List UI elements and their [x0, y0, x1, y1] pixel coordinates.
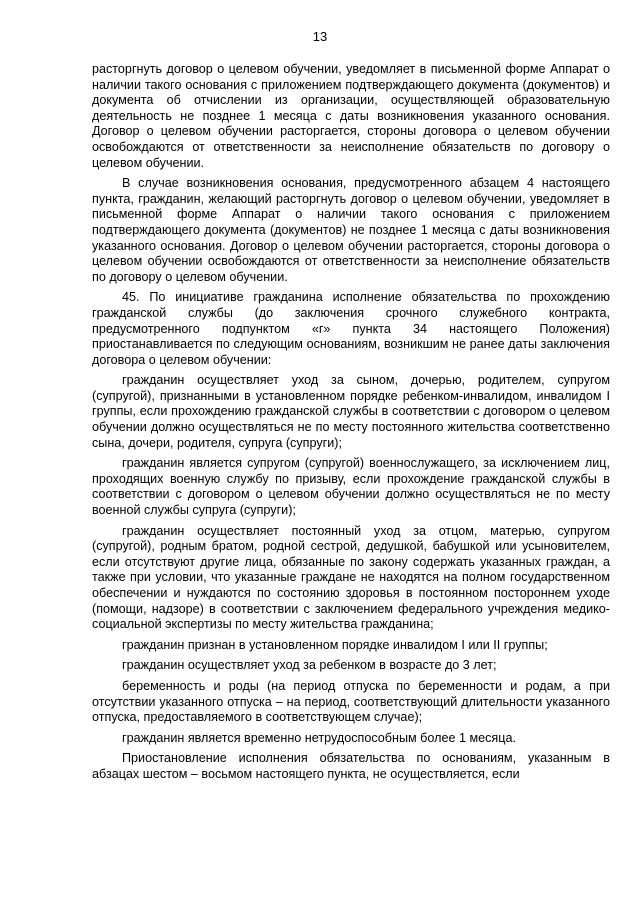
list-item-ground: гражданин признан в установленном порядке инвалидом I или II группы; — [122, 637, 548, 652]
list-item-ground: гражданин является супругом (супругой) военнослужащего, за исключением лиц, проходящих военную службу по призыву, если прохождение гражданской службы в соответствии с договором о целевом обучении должно осуществляться не по месту военной службы супруга (супруги); — [92, 456, 610, 518]
list-item-ground: гражданин осуществляет постоянный уход за отцом, матерью, супругом (супругой), родным братом, родной сестрой, дедушкой, бабушкой или усыновителем, если отсутствуют другие лица, обязанные по закону содержать указанных граждан, а также при условии, что указанные граждане не находятся на полном государственном обеспечении и нуждаются по состоянию здоровья в постоянном постороннем уходе (помощи, надзоре) в соответствии с заключением федерального учреждения медико-социальной экспертизы по месту жительства гражданина; — [92, 523, 610, 632]
paragraph: В случае возникновения основания, предусмотренного абзацем 4 настоящего пункта, гражданин, желающий расторгнуть договор о целевом обучении, уведомляет в письменной форме Аппарат о наличии такого основания с приложением подтверждающего документа (документов) не позднее 1 месяца с даты возникновения указанного основания. Договор о целевом обучении расторгается, стороны договора о целевом обучении освобождаются от ответственности за неисполнение обязательств по договору о целевом обучении. — [92, 176, 610, 284]
list-item-ground: гражданин является временно нетрудоспособным более 1 месяца. — [122, 730, 516, 745]
paragraph: Приостановление исполнения обязательства по основаниям, указанным в абзацах шестом – восьмом настоящего пункта, не осуществляется, если — [92, 751, 610, 781]
list-item-ground: гражданин осуществляет уход за ребенком в возрасте до 3 лет; — [122, 658, 497, 673]
list-item-ground: беременность и роды (на период отпуска по беременности и родам, а при отсутствии указанного отпуска – на период, соответствующий длительности указанного отпуска, предоставляемого в соответствующем случае); — [92, 678, 610, 725]
paragraph-clause-45: 45. По инициативе гражданина исполнение обязательства по прохождению гражданской службы (до заключения срочного служебного контракта, предусмотренного подпунктом «г» пункта 34 настоящего Положения) приостанавливается по следующим основаниям, возникшим не ранее даты заключения договора о целевом обучении: — [92, 290, 610, 367]
list-item-ground: гражданин осуществляет уход за сыном, дочерью, родителем, супругом (супругой), признанными в установленном порядке ребенком-инвалидом, инвалидом I группы, если прохождению гражданской службы в соответствии с договором о целевом обучении должно осуществляться не по месту постоянного жительства соответственно сына, дочери, родителя, супруга (супруги); — [92, 373, 610, 450]
document-body — [92, 62, 610, 788]
page-number: 13 — [312, 29, 328, 44]
paragraph-continuation: расторгнуть договор о целевом обучении, уведомляет в письменной форме Аппарат о наличии такого основания с приложением подтверждающего документа (документов) и документа об отчислении из организации, осуществляющей образовательную деятельность не позднее 1 месяца с даты возникновения указанного основания. Договор о целевом обучении расторгается, стороны договора о целевом обучении освобождаются от ответственности за неисполнение обязательств по договору о целевом обучении. — [92, 62, 610, 170]
